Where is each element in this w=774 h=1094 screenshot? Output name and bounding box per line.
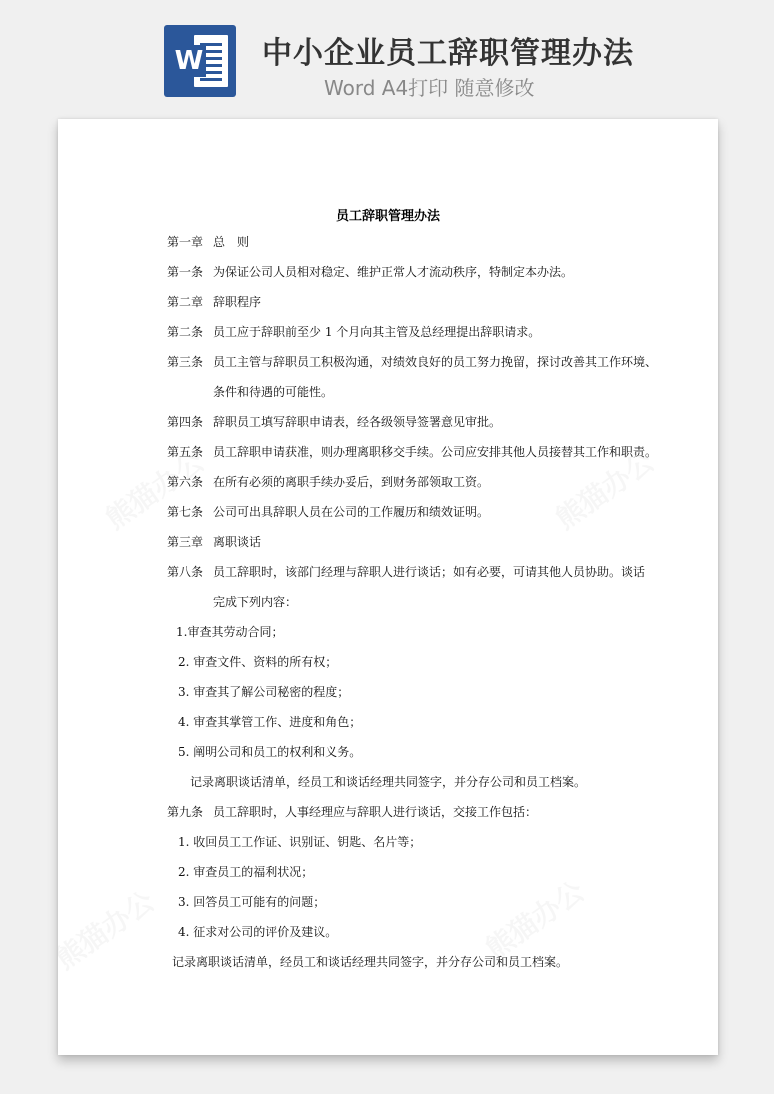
banner-subtitle: Word A4打印 随意修改 <box>324 76 535 100</box>
watermark <box>58 880 161 977</box>
article-line <box>167 564 645 580</box>
line-text: 2. 审查员工的福利状况； <box>178 865 314 879</box>
line-label: 第二条 <box>167 325 204 339</box>
list-item <box>178 744 361 760</box>
article-line <box>167 474 489 490</box>
list-item <box>178 834 421 850</box>
line-text: 条件和待遇的可能性。 <box>213 385 334 399</box>
line-text: 在所有必须的离职手续办妥后，到财务部领取工资。 <box>213 475 490 489</box>
line-text: 3. 审查其了解公司秘密的程度； <box>178 685 350 699</box>
list-item <box>178 714 361 730</box>
line-text: 员工辞职申请获准，则办理离职移交手续。公司应安排其他人员接替其工作和职责。 <box>213 445 658 459</box>
record-note <box>190 774 586 790</box>
word-letter: W <box>172 45 206 77</box>
article-line <box>167 414 501 430</box>
line-label: 第三章 <box>167 535 204 549</box>
article-line <box>167 804 537 820</box>
line-text: 完成下列内容： <box>213 595 298 609</box>
article-line <box>167 264 573 280</box>
word-document-icon <box>164 25 236 97</box>
chapter-heading <box>167 294 261 310</box>
banner-title: 中小企业员工辞职管理办法 <box>262 36 634 71</box>
line-text: 员工辞职时，人事经理应与辞职人进行谈话，交接工作包括： <box>213 805 538 819</box>
line-label: 第九条 <box>167 805 204 819</box>
list-item <box>178 894 325 910</box>
record-note <box>172 954 568 970</box>
line-label: 第二章 <box>167 295 204 309</box>
line-text: 2. 审查文件、资料的所有权； <box>178 655 338 669</box>
list-item <box>178 924 337 940</box>
chapter-heading <box>167 234 249 250</box>
list-item <box>176 624 283 640</box>
line-text: 辞职程序 <box>213 295 262 309</box>
continuation-line <box>213 384 333 400</box>
line-label: 第四条 <box>167 415 204 429</box>
line-text: 1. 收回员工工作证、识别证、钥匙、名片等； <box>178 835 422 849</box>
line-label: 第七条 <box>167 505 204 519</box>
article-line <box>167 444 657 460</box>
line-text: 总 则 <box>213 235 250 249</box>
line-text: 员工主管与辞职员工积极沟通，对绩效良好的员工努力挽留，探讨改善其工作环境、 <box>213 355 658 369</box>
list-item <box>178 864 313 880</box>
line-text: 4. 征求对公司的评价及建议。 <box>178 925 338 939</box>
list-item <box>178 654 337 670</box>
line-text: 5. 阐明公司和员工的权利和义务。 <box>178 745 362 759</box>
line-text: 离职谈话 <box>213 535 262 549</box>
line-label: 第一条 <box>167 265 204 279</box>
line-label: 第一章 <box>167 235 204 249</box>
line-text: 辞职员工填写辞职申请表，经各级领导签署意见审批。 <box>213 415 502 429</box>
line-text: 3. 回答员工可能有的问题； <box>178 895 326 909</box>
line-text: 记录离职谈话清单，经员工和谈话经理共同签字，并分存公司和员工档案。 <box>190 775 587 789</box>
chapter-heading <box>167 534 261 550</box>
line-text: 公司可出具辞职人员在公司的工作履历和绩效证明。 <box>213 505 490 519</box>
document-title: 员工辞职管理办法 <box>335 209 440 224</box>
line-text: 员工应于辞职前至少 1 个月向其主管及总经理提出辞职请求。 <box>213 325 541 339</box>
banner-header <box>0 0 774 110</box>
article-line <box>167 324 540 340</box>
line-label: 第八条 <box>167 565 204 579</box>
line-text: 为保证公司人员相对稳定、维护正常人才流动秩序，特制定本办法。 <box>213 265 574 279</box>
line-text: 1.审查其劳动合同； <box>176 625 284 639</box>
document-page <box>58 119 718 1055</box>
article-line <box>167 504 489 520</box>
article-line <box>167 354 657 370</box>
watermark <box>477 870 592 967</box>
line-text: 员工辞职时，该部门经理与辞职人进行谈话；如有必要，可请其他人员协助。谈话 <box>213 565 646 579</box>
line-label: 第五条 <box>167 445 204 459</box>
line-label: 第三条 <box>167 355 204 369</box>
continuation-line <box>213 594 297 610</box>
list-item <box>178 684 349 700</box>
line-label: 第六条 <box>167 475 204 489</box>
line-text: 记录离职谈话清单，经员工和谈话经理共同签字，并分存公司和员工档案。 <box>172 955 569 969</box>
line-text: 4. 审查其掌管工作、进度和角色； <box>178 715 362 729</box>
